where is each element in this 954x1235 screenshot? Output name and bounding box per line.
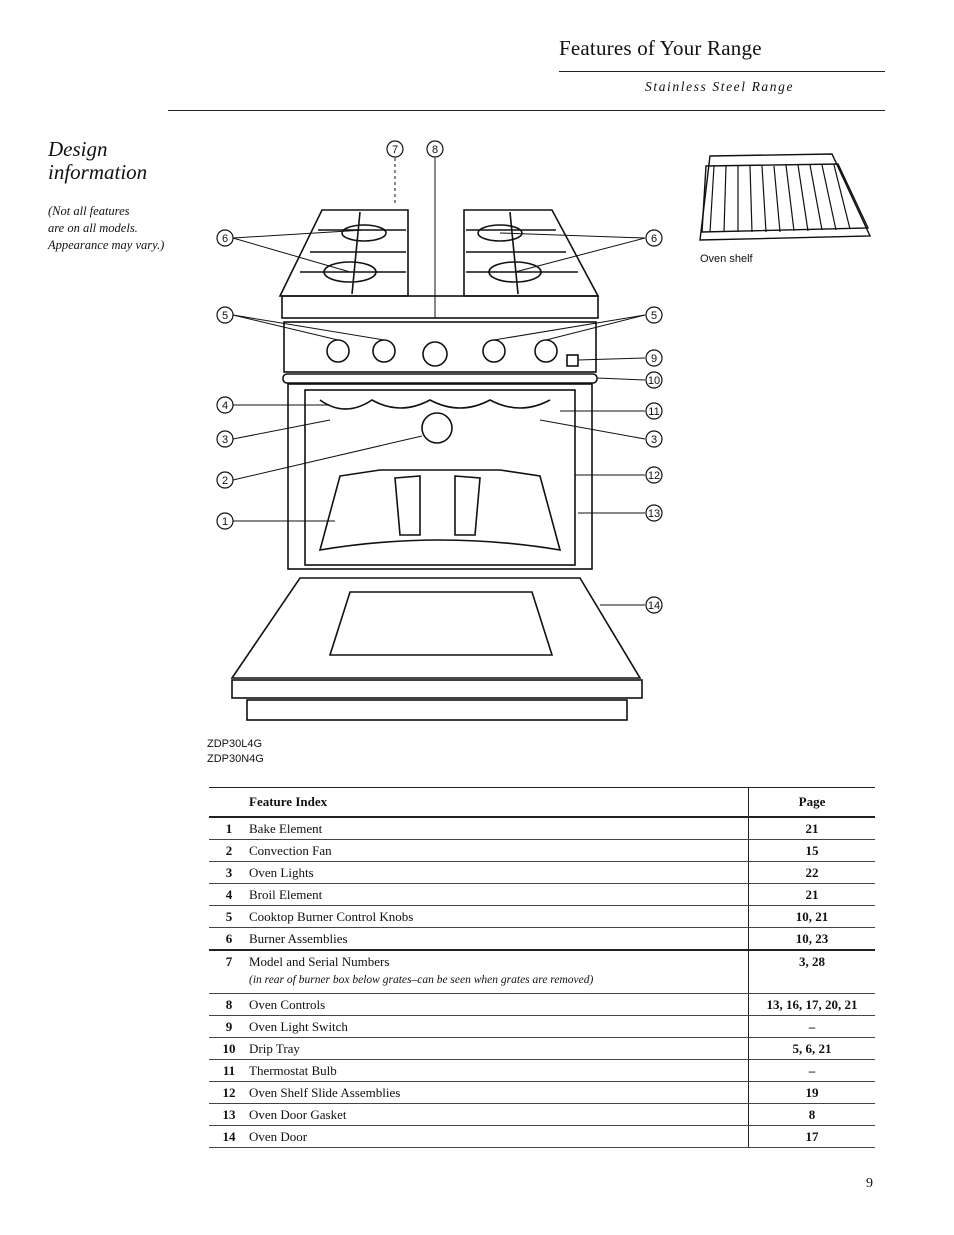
callout-7: 7	[391, 144, 399, 156]
callout-5b: 5	[650, 310, 658, 322]
note-line2: are on all models.	[48, 221, 138, 235]
callout-9: 9	[650, 353, 658, 365]
convection-fan	[422, 413, 452, 443]
callout-5: 5	[221, 310, 229, 322]
oven-base	[247, 700, 627, 720]
callout-6: 6	[221, 233, 229, 245]
table-row: 12 Oven Shelf Slide Assemblies 19	[209, 1082, 875, 1104]
table-row: 5 Cooktop Burner Control Knobs 10, 21	[209, 906, 875, 928]
callout-10: 10	[647, 375, 661, 387]
range-diagram	[200, 135, 680, 730]
callout-13: 13	[647, 508, 661, 520]
oven-cavity	[288, 384, 592, 569]
control-knobs	[327, 340, 578, 366]
oven-door	[232, 578, 640, 678]
table-row: 2 Convection Fan 15	[209, 840, 875, 862]
table-row: 6 Burner Assemblies 10, 23	[209, 928, 875, 951]
model-numbers	[207, 737, 264, 767]
table-row: 11 Thermostat Bulb –	[209, 1060, 875, 1082]
callout-3b: 3	[650, 434, 658, 446]
table-row: 14 Oven Door 17	[209, 1126, 875, 1148]
table-row: 9 Oven Light Switch –	[209, 1016, 875, 1038]
callout-12: 12	[647, 470, 661, 482]
oven-gasket	[305, 390, 575, 565]
door-window	[330, 592, 552, 655]
callout-1: 1	[221, 516, 229, 528]
callout-3: 3	[221, 434, 229, 446]
section-heading	[48, 138, 147, 184]
bake-element	[320, 470, 560, 550]
broil-element	[320, 400, 550, 409]
table-row: 8 Oven Controls 13, 16, 17, 20, 21	[209, 994, 875, 1016]
table-row: 13 Oven Door Gasket 8	[209, 1104, 875, 1126]
table-row: 4 Broil Element 21	[209, 884, 875, 906]
appearance-note	[48, 203, 164, 254]
table-row: 3 Oven Lights 22	[209, 862, 875, 884]
model-number: ZDP30N4G	[207, 753, 264, 765]
feature-index-header: Feature Index	[249, 788, 749, 818]
section-heading-line1: Design	[48, 137, 108, 161]
table-row: 7 Model and Serial Numbers (in rear of burner box below grates–can be seen when grates are removed) 3, 28	[209, 950, 875, 994]
callout-4: 4	[221, 400, 229, 412]
header-rule	[168, 110, 885, 111]
note-line3: Appearance may vary.)	[48, 238, 165, 252]
oven-shelf-label: Oven shelf	[700, 253, 753, 265]
page-header: Page	[749, 788, 876, 818]
page-number: 9	[866, 1176, 873, 1191]
drip-tray	[283, 374, 597, 383]
cooktop-edge	[282, 296, 598, 318]
model-number: ZDP30L4G	[207, 738, 263, 750]
page-title: Features of Your Range	[559, 36, 762, 60]
section-heading-line2: information	[48, 160, 148, 184]
page-subtitle: Stainless Steel Range	[645, 79, 795, 94]
door-handle	[232, 680, 642, 698]
row-name: Model and Serial Numbers	[249, 954, 390, 969]
title-rule	[559, 71, 885, 72]
oven-shelf-illustration	[692, 148, 877, 248]
callout-leaders	[233, 158, 645, 605]
cooktop-grates	[280, 210, 598, 296]
callout-11: 11	[648, 406, 660, 418]
table-row: 1 Bake Element 21	[209, 817, 875, 840]
callout-6b: 6	[650, 233, 658, 245]
callout-8: 8	[431, 144, 439, 156]
note-line1: (Not all features	[48, 204, 130, 218]
table-header-row	[209, 788, 875, 818]
callout-2: 2	[221, 475, 229, 487]
row-note: (in rear of burner box below grates–can be seen when grates are removed)	[249, 974, 594, 986]
callout-14: 14	[647, 600, 661, 612]
feature-index-table	[209, 787, 875, 1148]
table-row: 10 Drip Tray 5, 6, 21	[209, 1038, 875, 1060]
